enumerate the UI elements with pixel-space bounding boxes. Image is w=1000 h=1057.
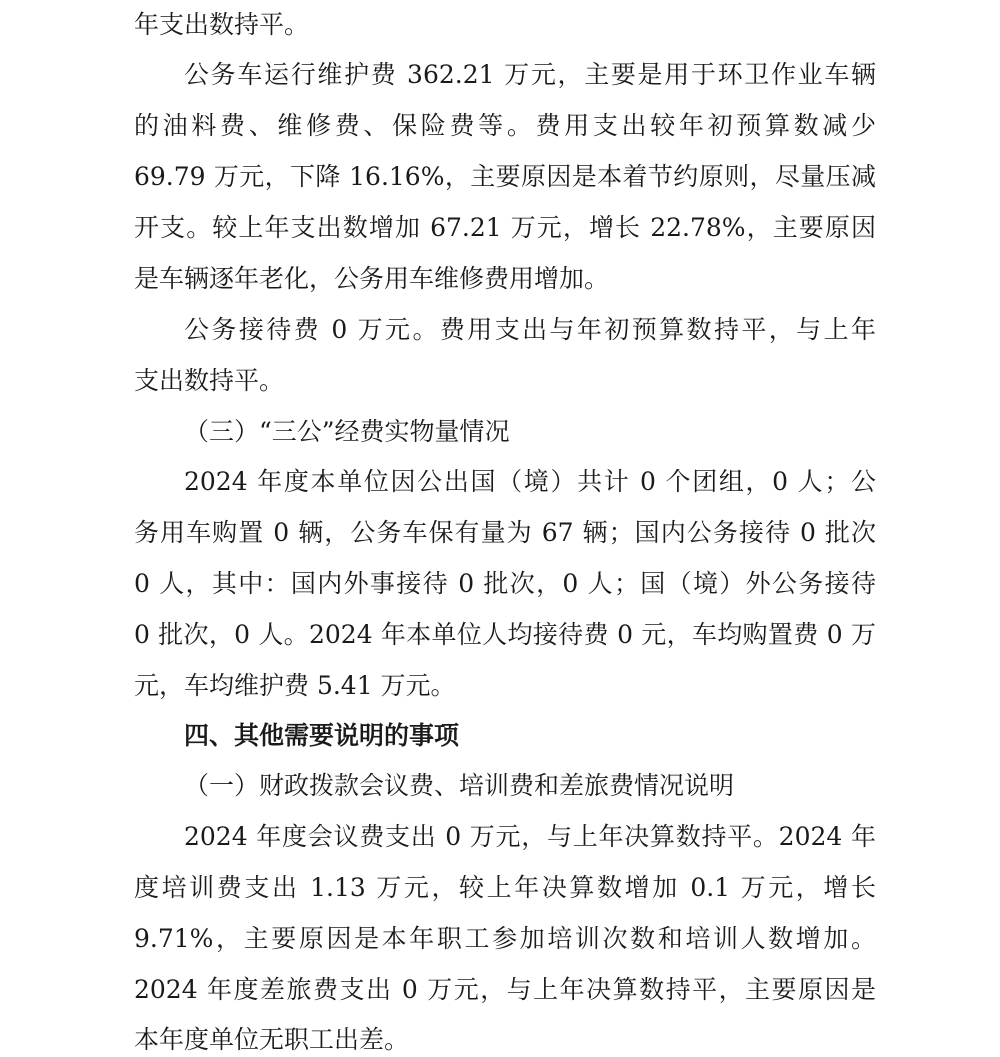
paragraph-line: 度培训费支出 1.13 万元，较上年决算数增加 0.1 万元，增长 bbox=[134, 873, 876, 902]
paragraph-line: 0 批次，0 人。2024 年本单位人均接待费 0 元，车均购置费 0 万 bbox=[134, 620, 876, 649]
paragraph-line: 69.79 万元，下降 16.16%，主要原因是本着节约原则，尽量压减 bbox=[134, 162, 876, 191]
paragraph-line: 9.71%，主要原因是本年职工参加培训次数和培训人数增加。 bbox=[134, 924, 876, 953]
paragraph-line: 2024 年度差旅费支出 0 万元，与上年决算数持平，主要原因是 bbox=[134, 975, 876, 1004]
paragraph-line: 开支。较上年支出数增加 67.21 万元，增长 22.78%，主要原因 bbox=[134, 213, 876, 242]
paragraph-line: 本年度单位无职工出差。 bbox=[134, 1025, 410, 1054]
section-subheading: （一）财政拨款会议费、培训费和差旅费情况说明 bbox=[184, 771, 735, 800]
paragraph-line: 公务车运行维护费 362.21 万元，主要是用于环卫作业车辆 bbox=[184, 60, 876, 89]
paragraph-line: 公务接待费 0 万元。费用支出与年初预算数持平，与上年 bbox=[184, 315, 876, 344]
paragraph-line: 2024 年度会议费支出 0 万元，与上年决算数持平。2024 年 bbox=[184, 822, 876, 851]
paragraph-line: 是车辆逐年老化，公务用车维修费用增加。 bbox=[134, 264, 610, 293]
paragraph-line: 务用车购置 0 辆，公务车保有量为 67 辆；国内公务接待 0 批次 bbox=[134, 518, 876, 547]
paragraph-line: 0 人，其中：国内外事接待 0 批次，0 人；国（境）外公务接待 bbox=[134, 569, 876, 598]
paragraph-line: 2024 年度本单位因公出国（境）共计 0 个团组，0 人；公 bbox=[184, 467, 876, 496]
paragraph-line: 元，车均维护费 5.41 万元。 bbox=[134, 671, 456, 700]
section-subheading: （三）“三公”经费实物量情况 bbox=[184, 417, 510, 446]
paragraph-line: 支出数持平。 bbox=[134, 366, 285, 395]
paragraph-line: 的油料费、维修费、保险费等。费用支出较年初预算数减少 bbox=[134, 111, 876, 140]
paragraph-line: 年支出数持平。 bbox=[134, 10, 310, 39]
section-heading: 四、其他需要说明的事项 bbox=[184, 721, 460, 750]
